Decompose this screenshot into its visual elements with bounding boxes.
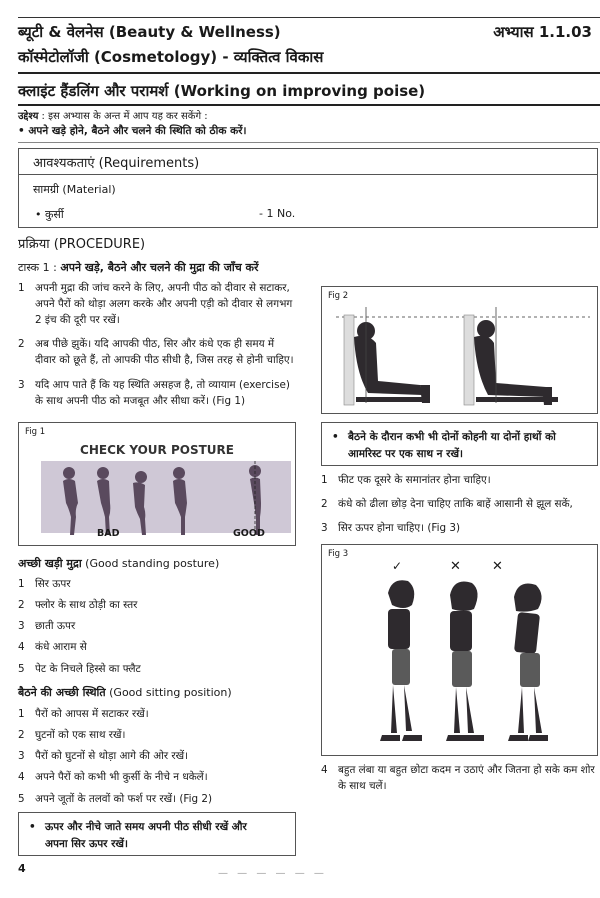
list-item: पेट के निचले हिस्से का फ्लैट <box>35 663 141 675</box>
material-quantity: - 1 No. <box>259 207 296 220</box>
figure-1-label: Fig 1 <box>25 427 46 437</box>
armrest-note-box <box>321 422 598 466</box>
check-mark: ✓ <box>392 559 403 573</box>
requirements-heading: आवश्यकताएं (Requirements) <box>19 149 597 175</box>
walking-posture-illustration <box>370 575 580 751</box>
figure-2-label: Fig 2 <box>328 291 349 301</box>
list-item: फीट एक दूसरे के समानांतर होना चाहिए। <box>338 474 491 486</box>
header-rule <box>18 72 600 74</box>
page-title: क्लाइंट हैंडलिंग और परामर्श (Working on improving poise) <box>18 82 426 100</box>
good-label: GOOD <box>233 528 265 539</box>
list-number: 1 <box>321 474 328 486</box>
note-line: ऊपर और नीचे जाते समय अपनी पीठ सीधी रखें और <box>45 821 247 833</box>
procedure-steps <box>18 280 308 415</box>
list-item: कंधे आराम से <box>35 641 87 653</box>
step-number: 1 <box>18 282 25 294</box>
bullet: • <box>29 821 36 833</box>
list-item: सिर ऊपर होना चाहिए। (Fig 3) <box>338 522 461 534</box>
bullet: • <box>332 431 339 443</box>
step-text: यदि आप पाते हैं कि यह स्थिति असहज है, तो व्यायाम (exercise) <box>35 379 290 391</box>
figure-1-title: CHECK YOUR POSTURE <box>80 443 234 457</box>
task-text: अपने खड़े, बैठने और चलने की मुद्रा की जाँच करें <box>60 261 259 274</box>
standing-list <box>18 576 308 682</box>
step-number: 2 <box>18 338 25 350</box>
list-item: घुटनों को एक साथ रखें। <box>35 729 126 741</box>
sitting-heading <box>18 685 232 700</box>
walking-list-continued <box>321 762 598 798</box>
step-text: अपनी मुद्रा की जांच करने के लिए, अपनी पीठ को दीवार से सटाकर, <box>35 282 290 294</box>
step-text: अब पीछे झुकें। यदि आपकी पीठ, सिर और कंधे एक ही समय में <box>35 338 275 350</box>
task-title <box>18 260 259 275</box>
sitting-note-box <box>18 812 296 856</box>
header-trade: ब्यूटी & वेलनेस (Beauty & Wellness) <box>18 23 281 41</box>
note-line: आमरिस्ट पर एक साथ न रखें। <box>348 448 464 460</box>
figure-1 <box>18 422 296 546</box>
step-text: 2 इंच की दूरी पर रखें। <box>35 314 120 326</box>
procedure-heading: प्रक्रिया (PROCEDURE) <box>18 237 146 252</box>
list-item: पैरों को घुटनों से थोड़ा आगे की ओर रखें। <box>35 750 189 762</box>
standing-heading-en: (Good standing posture) <box>81 557 220 570</box>
list-number: 5 <box>18 793 25 805</box>
list-item: फ्लोर के साथ ठोड़ी का स्तर <box>35 599 138 611</box>
list-item: कंधे को ढीला छोड़ देना चाहिए ताकि बाहें आसानी से झूल सकें, <box>338 498 573 510</box>
objectives-intro <box>18 108 208 122</box>
list-item: अपने जूतों के तलवों को फर्श पर रखें। (Fig 2) <box>35 793 213 805</box>
step-text: के साथ अपनी पीठ को मजबूत और सीधा करें। (Fig 1) <box>35 395 246 407</box>
figure-3-label: Fig 3 <box>328 549 349 559</box>
material-label: सामग्री (Material) <box>33 183 116 196</box>
list-item: बहुत लंबा या बहुत छोटा कदम न उठाएं और जितना हो सके कम शोर <box>338 764 595 776</box>
standing-heading <box>18 556 219 571</box>
list-number: 2 <box>321 498 328 510</box>
step-text: दीवार को छूते हैं, तो आपकी पीठ सीधी है, जिस तरह से होनी चाहिए। <box>35 354 294 366</box>
footer-dashes: — — — — — — <box>218 868 327 879</box>
note-line: बैठने के दौरान कभी भी दोनों कोहनी या दोनों हाथों को <box>348 431 556 443</box>
list-item: छाती ऊपर <box>35 620 76 632</box>
list-number: 4 <box>321 764 328 776</box>
step-text: अपने पैरों को थोड़ा अलग करके और अपनी एड़ी को दीवार से लगभग <box>35 298 293 310</box>
exercise-number: अभ्यास 1.1.03 <box>493 23 592 41</box>
objectives-text: : इस अभ्यास के अन्त में आप यह कर सकेंगे : <box>38 111 208 122</box>
list-number: 3 <box>321 522 328 534</box>
list-item: सिर ऊपर <box>35 578 71 590</box>
list-number: 4 <box>18 641 25 653</box>
list-number: 1 <box>18 708 25 720</box>
figure-2 <box>321 286 598 414</box>
sitting-posture-illustration <box>336 307 590 409</box>
sitting-heading-en: (Good sitting position) <box>105 686 232 699</box>
step-number: 3 <box>18 379 25 391</box>
title-rule <box>18 104 600 106</box>
task-prefix: टास्क 1 : <box>18 261 61 274</box>
page-number: 4 <box>18 862 26 875</box>
material-item: • कुर्सी <box>35 208 64 221</box>
objectives-rule <box>18 142 600 143</box>
list-number: 1 <box>18 578 25 590</box>
list-item: के साथ चलें। <box>338 780 387 792</box>
requirements-box <box>18 148 598 228</box>
bad-label: BAD <box>97 528 120 539</box>
list-number: 3 <box>18 620 25 632</box>
list-item: अपने पैरों को कभी भी कुर्सी के नीचे न धकेलें। <box>35 771 208 783</box>
cross-mark: ✕ <box>450 559 461 574</box>
objectives-label: उद्देश्य <box>18 111 39 122</box>
walking-list <box>321 472 598 536</box>
header-module: कॉस्मेटोलॉजी (Cosmetology) - व्यक्तित्व विकास <box>18 48 324 66</box>
list-number: 4 <box>18 771 25 783</box>
sitting-heading-hi: बैठने की अच्छी स्थिति <box>18 686 106 699</box>
figure-3 <box>321 544 598 756</box>
sitting-list <box>18 706 308 812</box>
list-number: 3 <box>18 750 25 762</box>
top-rule <box>18 17 600 18</box>
list-number: 5 <box>18 663 25 675</box>
standing-heading-hi: अच्छी खड़ी मुद्रा <box>18 557 82 570</box>
list-number: 2 <box>18 599 25 611</box>
list-number: 2 <box>18 729 25 741</box>
list-item: पैरों को आपस में सटाकर रखें। <box>35 708 149 720</box>
cross-mark: ✕ <box>492 559 503 574</box>
note-line: अपना सिर ऊपर रखें। <box>45 838 128 850</box>
objective-item: • अपने खड़े होने, बैठने और चलने की स्थिति को ठीक करें। <box>18 125 247 137</box>
